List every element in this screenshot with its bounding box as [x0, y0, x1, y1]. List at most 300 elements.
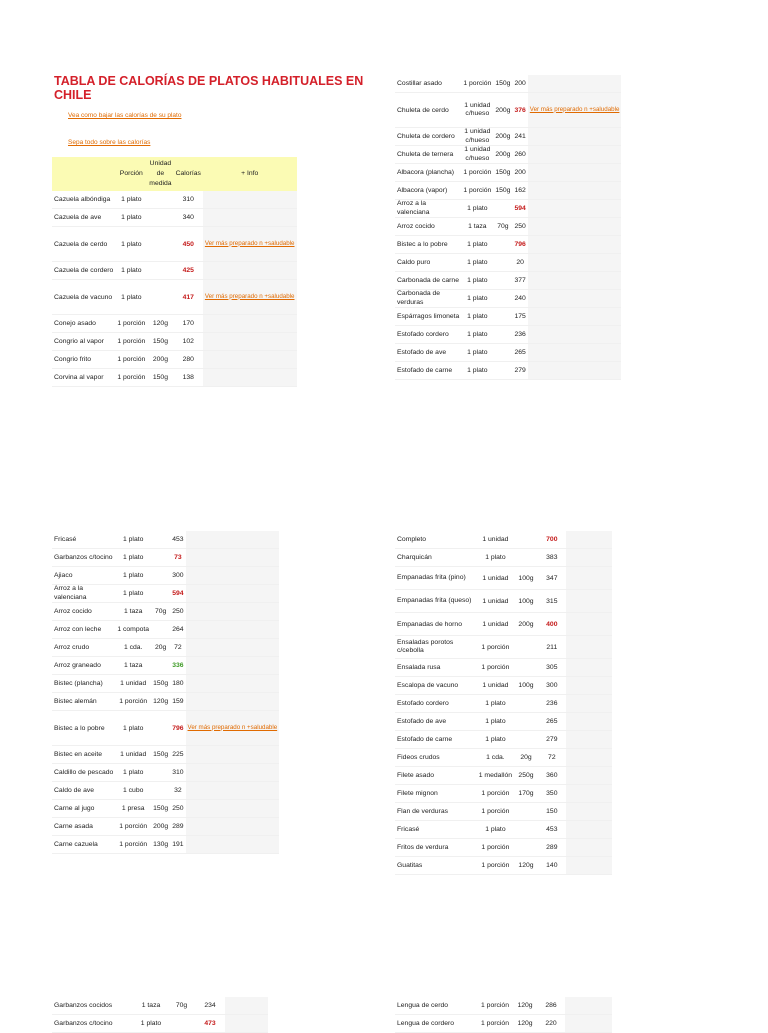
row-porcion: 1 taza [461, 218, 493, 236]
row-medida: 70g [493, 218, 512, 236]
row-name: Ensaladas porotos c/cebolla [395, 636, 477, 659]
row-info [186, 818, 280, 836]
row-porcion: 1 plato [477, 713, 514, 731]
row-calorias: 73 [170, 549, 185, 567]
row-medida [493, 362, 512, 380]
row-medida: 70g [151, 603, 170, 621]
row-info [186, 836, 280, 854]
table-row [52, 280, 297, 315]
row-porcion: 1 plato [115, 549, 151, 567]
table-row [395, 549, 612, 567]
row-calorias: 310 [174, 191, 203, 209]
row-medida: 150g [151, 800, 170, 818]
row-calorias: 473 [195, 1015, 225, 1033]
row-medida: 20g [514, 749, 538, 767]
row-calorias: 265 [538, 713, 566, 731]
row-medida: 200g [493, 128, 512, 146]
link-todo-calorias[interactable]: Sepa todo sobre las calorías [68, 139, 151, 146]
row-info [566, 549, 612, 567]
row-calorias: 594 [512, 200, 527, 218]
table-row [395, 749, 612, 767]
table-row [395, 695, 612, 713]
row-info [186, 567, 280, 585]
row-name: Estofado cordero [395, 695, 477, 713]
table-row [52, 531, 279, 549]
row-calorias: 191 [170, 836, 185, 854]
row-name: Guatitas [395, 857, 477, 875]
row-info [566, 749, 612, 767]
table-row [52, 693, 279, 711]
row-name: Filete mignon [395, 785, 477, 803]
row-calorias: 250 [512, 218, 527, 236]
row-calorias: 170 [174, 315, 203, 333]
row-porcion: 1 cubo [115, 782, 151, 800]
row-info [566, 590, 612, 613]
row-calorias: 72 [170, 639, 185, 657]
row-medida: 150g [493, 75, 512, 93]
table-row [52, 997, 268, 1015]
row-name: Estofado de ave [395, 713, 477, 731]
row-name: Fideos crudos [395, 749, 477, 767]
row-name: Lengua de cerdo [395, 997, 477, 1015]
row-info [528, 344, 622, 362]
row-porcion: 1 plato [461, 308, 493, 326]
row-name: Estofado de carne [395, 731, 477, 749]
row-porcion: 1 plato [134, 1015, 168, 1033]
row-info [566, 731, 612, 749]
row-calorias: 150 [538, 803, 566, 821]
row-porcion: 1 porción [115, 369, 147, 387]
table-header [52, 157, 297, 191]
row-medida [493, 254, 512, 272]
row-medida [514, 659, 538, 677]
table-row [395, 308, 621, 326]
row-medida: 170g [514, 785, 538, 803]
row-info [566, 839, 612, 857]
row-name: Caldo puro [395, 254, 461, 272]
row-medida [514, 531, 538, 549]
row-porcion: 1 plato [115, 711, 151, 746]
row-medida: 120g [513, 997, 537, 1015]
table-row [52, 764, 279, 782]
row-calorias: 453 [538, 821, 566, 839]
row-name: Cazuela de cordero [52, 262, 115, 280]
row-calorias: 211 [538, 636, 566, 659]
calorie-table-2 [395, 75, 621, 380]
row-calorias: 286 [537, 997, 565, 1015]
row-name: Arroz cocido [52, 603, 115, 621]
table-row [395, 272, 621, 290]
row-info [528, 164, 622, 182]
row-info [528, 75, 622, 93]
row-calorias: 280 [174, 351, 203, 369]
row-info [186, 639, 280, 657]
row-name: Arroz con leche [52, 621, 115, 639]
header-medida: Unidad de medida [147, 157, 173, 191]
table-row [52, 800, 279, 818]
row-medida: 250g [514, 767, 538, 785]
row-porcion: 1 porción [477, 803, 514, 821]
table-row [395, 677, 612, 695]
row-porcion: 1 plato [461, 362, 493, 380]
row-name: Carne cazuela [52, 836, 115, 854]
row-info [203, 262, 297, 280]
row-porcion: 1 porción [477, 839, 514, 857]
row-porcion: 1 taza [115, 657, 151, 675]
table-row [52, 675, 279, 693]
row-info [528, 128, 622, 146]
row-porcion: 1 plato [461, 344, 493, 362]
table-row [52, 818, 279, 836]
row-info [186, 675, 280, 693]
row-name: Carbonada de verduras [395, 290, 461, 308]
table-row [395, 590, 612, 613]
row-info [203, 351, 297, 369]
row-medida: 150g [493, 164, 512, 182]
row-calorias: 453 [170, 531, 185, 549]
row-porcion: 1 plato [115, 209, 147, 227]
row-calorias: 289 [538, 839, 566, 857]
row-porcion: 1 unidad [477, 677, 514, 695]
row-medida: 200g [493, 146, 512, 164]
row-name: Estofado de carne [395, 362, 461, 380]
row-medida: 70g [168, 997, 195, 1015]
row-medida [493, 236, 512, 254]
row-calorias: 180 [170, 675, 185, 693]
link-bajar-calorias[interactable]: Vea como bajar las calorías de su plato [68, 112, 182, 119]
row-calorias: 175 [512, 308, 527, 326]
table-row [395, 731, 612, 749]
row-name: Cazuela de ave [52, 209, 115, 227]
row-porcion: 1 taza [115, 603, 151, 621]
table-row [52, 639, 279, 657]
table-row [395, 362, 621, 380]
row-name: Caldo de ave [52, 782, 115, 800]
table-row [395, 344, 621, 362]
row-calorias: 377 [512, 272, 527, 290]
row-porcion: 1 unidad [115, 675, 151, 693]
row-info [186, 711, 280, 746]
row-name: Carne asada [52, 818, 115, 836]
row-porcion: 1 plato [461, 236, 493, 254]
row-info [566, 785, 612, 803]
row-name: Arroz crudo [52, 639, 115, 657]
row-porcion: 1 porción [115, 818, 151, 836]
row-calorias: 102 [174, 333, 203, 351]
row-calorias: 305 [538, 659, 566, 677]
row-name: Empanadas de horno [395, 613, 477, 636]
row-medida [493, 344, 512, 362]
row-info [566, 636, 612, 659]
row-medida: 120g [513, 1015, 537, 1033]
row-name: Ensalada rusa [395, 659, 477, 677]
row-info [186, 549, 280, 567]
table-row [395, 531, 612, 549]
row-name: Ajiaco [52, 567, 115, 585]
table-row [52, 621, 279, 639]
row-name: Bistec alemán [52, 693, 115, 711]
row-info [566, 767, 612, 785]
row-info [186, 746, 280, 764]
row-medida [151, 531, 170, 549]
row-name: Cazuela de vacuno [52, 280, 115, 315]
row-porcion: 1 porción [461, 164, 493, 182]
table-row [395, 839, 612, 857]
row-porcion: 1 porción [477, 857, 514, 875]
row-medida [493, 200, 512, 218]
row-medida [147, 262, 173, 280]
row-medida: 200g [514, 613, 538, 636]
row-porcion: 1 unidad [477, 590, 514, 613]
row-porcion: 1 cda. [115, 639, 151, 657]
table-row [395, 613, 612, 636]
row-porcion: 1 plato [477, 549, 514, 567]
row-medida [493, 290, 512, 308]
row-name: Espárragos limoneta [395, 308, 461, 326]
row-info [186, 782, 280, 800]
row-name: Arroz a la valenciana [52, 585, 115, 603]
row-porcion: 1 compota [115, 621, 151, 639]
row-medida: 100g [514, 567, 538, 590]
row-info [186, 531, 280, 549]
row-porcion: 1 plato [115, 280, 147, 315]
row-info [203, 209, 297, 227]
row-medida [493, 308, 512, 326]
row-porcion: 1 plato [115, 262, 147, 280]
calorie-table-1 [52, 157, 297, 387]
table-row [52, 657, 279, 675]
row-calorias: 260 [512, 146, 527, 164]
row-info [566, 695, 612, 713]
table-row [52, 209, 297, 227]
row-calorias: 162 [512, 182, 527, 200]
row-name: Filete asado [395, 767, 477, 785]
row-name: Arroz graneado [52, 657, 115, 675]
row-medida [493, 326, 512, 344]
row-info [528, 93, 622, 128]
row-info [565, 997, 612, 1015]
row-info [528, 326, 622, 344]
table-row [395, 164, 621, 182]
row-calorias: 138 [174, 369, 203, 387]
ver-mas-link[interactable]: Ver más preparado n +saludable [529, 105, 620, 113]
row-porcion: 1 taza [134, 997, 168, 1015]
table-row [52, 262, 297, 280]
row-calorias: 20 [512, 254, 527, 272]
row-name: Garbanzos cocidos [52, 997, 134, 1015]
ver-mas-link[interactable]: Ver más preparado n +saludable [187, 723, 278, 731]
row-calorias: 336 [170, 657, 185, 675]
row-info [203, 333, 297, 351]
row-info [566, 821, 612, 839]
row-medida [151, 585, 170, 603]
table-row [395, 128, 621, 146]
row-medida [151, 657, 170, 675]
row-medida: 120g [151, 693, 170, 711]
row-porcion: 1 porción [115, 693, 151, 711]
table-row [395, 821, 612, 839]
row-porcion: 1 porción [115, 351, 147, 369]
row-porcion: 1 plato [115, 764, 151, 782]
row-calorias: 264 [170, 621, 185, 639]
row-name: Arroz a la valenciana [395, 200, 461, 218]
table-row [52, 746, 279, 764]
table-row [395, 785, 612, 803]
row-porcion: 1 plato [461, 272, 493, 290]
table-row [52, 836, 279, 854]
calorie-table-3 [52, 531, 279, 854]
row-info [566, 713, 612, 731]
row-calorias: 250 [170, 603, 185, 621]
row-name: Charquicán [395, 549, 477, 567]
row-medida [151, 764, 170, 782]
row-calorias: 240 [512, 290, 527, 308]
row-porcion: 1 unidad c/hueso [461, 128, 493, 146]
header-calorias: Calorías [174, 157, 203, 191]
row-medida [147, 191, 173, 209]
row-name: Albacora (plancha) [395, 164, 461, 182]
row-name: Flan de verduras [395, 803, 477, 821]
row-medida [514, 821, 538, 839]
row-info [528, 272, 622, 290]
row-calorias: 241 [512, 128, 527, 146]
row-name: Estofado cordero [395, 326, 461, 344]
table-row [52, 369, 297, 387]
row-porcion: 1 porción [477, 1015, 513, 1033]
row-name: Cazuela de cerdo [52, 227, 115, 262]
table-row [52, 227, 297, 262]
row-calorias: 347 [538, 567, 566, 590]
row-name: Fricasé [52, 531, 115, 549]
row-info [203, 280, 297, 315]
table-row [395, 290, 621, 308]
row-calorias: 289 [170, 818, 185, 836]
row-porcion: 1 plato [461, 326, 493, 344]
row-calorias: 279 [538, 731, 566, 749]
row-medida: 200g [147, 351, 173, 369]
row-calorias: 200 [512, 75, 527, 93]
row-info [528, 182, 622, 200]
row-porcion: 1 plato [115, 191, 147, 209]
row-porcion: 1 porción [115, 315, 147, 333]
row-porcion: 1 porción [461, 182, 493, 200]
row-name: Corvina al vapor [52, 369, 115, 387]
row-porcion: 1 unidad [477, 531, 514, 549]
row-info [186, 603, 280, 621]
row-medida: 120g [514, 857, 538, 875]
row-calorias: 417 [174, 280, 203, 315]
header-info: + Info [203, 157, 297, 191]
row-info [186, 657, 280, 675]
row-porcion: 1 plato [461, 290, 493, 308]
row-name: Chuleta de cordero [395, 128, 461, 146]
ver-mas-link[interactable]: Ver más preparado n +saludable [204, 292, 295, 300]
row-medida [147, 227, 173, 262]
calorie-table-4 [395, 531, 612, 875]
table-row [395, 636, 612, 659]
row-calorias: 400 [538, 613, 566, 636]
row-medida: 200g [493, 93, 512, 128]
row-medida: 130g [151, 836, 170, 854]
row-info [528, 254, 622, 272]
table-row [395, 713, 612, 731]
row-info [186, 621, 280, 639]
row-name: Congrio frito [52, 351, 115, 369]
row-porcion: 1 plato [477, 731, 514, 749]
row-medida [147, 209, 173, 227]
row-calorias: 225 [170, 746, 185, 764]
header-name [52, 157, 115, 191]
table-row [395, 857, 612, 875]
row-porcion: 1 plato [477, 821, 514, 839]
row-medida [514, 695, 538, 713]
row-calorias: 300 [170, 567, 185, 585]
row-porcion: 1 unidad [477, 567, 514, 590]
table-row [395, 218, 621, 236]
row-medida: 150g [151, 675, 170, 693]
row-info [186, 585, 280, 603]
row-porcion: 1 plato [477, 695, 514, 713]
row-name: Cazuela albóndiga [52, 191, 115, 209]
row-porcion: 1 cda. [477, 749, 514, 767]
row-calorias: 350 [538, 785, 566, 803]
row-info [566, 531, 612, 549]
row-medida [147, 280, 173, 315]
row-info [566, 567, 612, 590]
row-medida: 100g [514, 677, 538, 695]
row-name: Bistec (plancha) [52, 675, 115, 693]
row-medida: 200g [151, 818, 170, 836]
row-info [528, 308, 622, 326]
row-calorias: 265 [512, 344, 527, 362]
row-porcion: 1 medallón [477, 767, 514, 785]
row-name: Carne al jugo [52, 800, 115, 818]
row-porcion: 1 porción [115, 333, 147, 351]
row-calorias: 594 [170, 585, 185, 603]
row-info [566, 613, 612, 636]
row-medida [493, 272, 512, 290]
page-title: TABLA DE CALORÍAS DE PLATOS HABITUALES EN CHILE [54, 74, 364, 102]
row-porcion: 1 unidad [115, 746, 151, 764]
table-row [52, 567, 279, 585]
row-name: Conejo asado [52, 315, 115, 333]
row-info [528, 200, 622, 218]
table-row [52, 585, 279, 603]
row-medida [151, 782, 170, 800]
row-calorias: 796 [512, 236, 527, 254]
row-porcion: 1 porción [477, 636, 514, 659]
table-row [395, 254, 621, 272]
calorie-table-5 [52, 997, 268, 1033]
row-porcion: 1 porción [477, 997, 513, 1015]
row-medida: 150g [147, 369, 173, 387]
row-calorias: 425 [174, 262, 203, 280]
row-porcion: 1 plato [461, 200, 493, 218]
ver-mas-link[interactable]: Ver más preparado n +saludable [204, 239, 295, 247]
row-calorias: 220 [537, 1015, 565, 1033]
row-info [528, 218, 622, 236]
row-porcion: 1 plato [115, 585, 151, 603]
row-calorias: 340 [174, 209, 203, 227]
row-calorias: 72 [538, 749, 566, 767]
row-info [528, 290, 622, 308]
table-row [395, 182, 621, 200]
row-medida [514, 803, 538, 821]
table-row [395, 767, 612, 785]
row-medida: 150g [493, 182, 512, 200]
row-name: Congrio al vapor [52, 333, 115, 351]
row-name: Completo [395, 531, 477, 549]
